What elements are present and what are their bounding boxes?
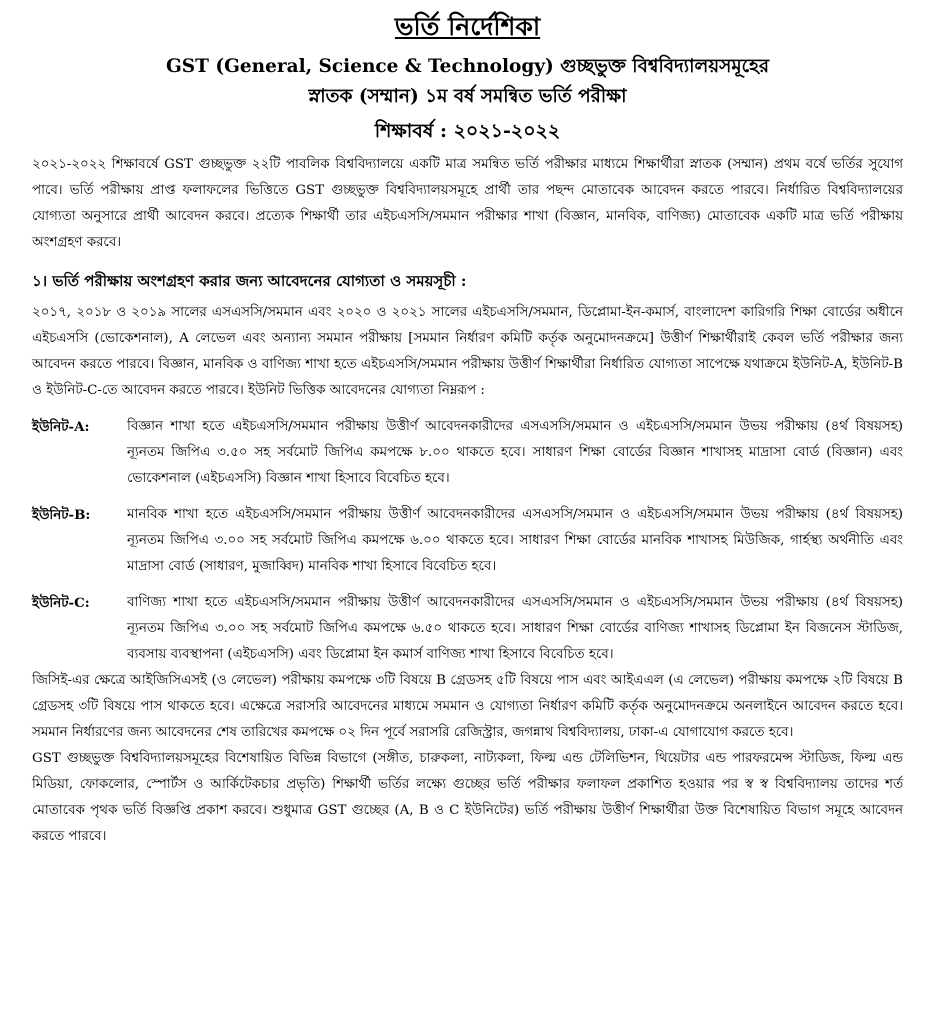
unit-c-label: ইউনিট-C: [32, 595, 90, 611]
unit-c-text: বাণিজ্য শাখা হতে এইচএসসি/সমমান পরীক্ষায় উত্তীর্ণ আবেদনকারীদের এসএসসি/সমমান ও এইচএসসি/সমমান উভয় পরীক্ষায় (৪র্থ বিষয়সহ) ন্যূনতম জিপিএ ৩.০০ সহ সর্বমোট জিপিএ কমপক্ষে ৬.৫০ থাকতে হবে। সাধারণ শিক্ষা বোর্ডের বাণিজ্য শাখাসহ ডিপ্লোমা ইন বিজনেস স্টাডিজ, ব্যবসায় ব্যবস্থাপনা (এইচএসসি) এবং ডিপ্লোমা ইন কমার্স বাণিজ্য শাখা হিসাবে বিবেচিত হবে। [127, 595, 903, 662]
unit-a-text: বিজ্ঞান শাখা হতে এইচএসসি/সমমান পরীক্ষায় উত্তীর্ণ আবেদনকারীদের এসএসসি/সমমান ও এইচএসসি/সমমান উভয় পরীক্ষায় (৪র্থ বিষয়সহ) ন্যূনতম জিপিএ ৩.৫০ সহ সর্বমোট জিপিএ কমপক্ষে ৮.০০ থাকতে হবে। সাধারণ শিক্ষা বোর্ডের বিজ্ঞান শাখাসহ মাদ্রাসা বোর্ড (বিজ্ঞান) এবং ভোকেশনাল (এইচএসসি) বিজ্ঞান শাখা হিসাবে বিবেচিত হবে। [127, 419, 903, 486]
unit-b-block [32, 502, 903, 580]
gce-note-paragraph: জিসিই-এর ক্ষেত্রে আইজিসিএসই (ও লেভেল) পরীক্ষায় কমপক্ষে ৩টি বিষয়ে B গ্রেডসহ ৫টি বিষয়ে পাস এবং আইএএল (এ লেভেল) পরীক্ষায় কমপক্ষে ২টি বিষয়ে B গ্রেডসহ ৩টি বিষয়ে পাস থাকতে হবে। এক্ষেত্রে সরাসরি আবেদনের মাধ্যমে সমমান ও যোগ্যতা নির্ধারণ কমিটি কর্তৃক অনুমোদনক্রমে অনলাইনে আবেদন করতে হবে। সমমান নির্ধারণের জন্য আবেদনের শেষ তারিখের কমপক্ষে ০২ দিন পূর্বে সরাসরি রেজিস্ট্রার, জগন্নাথ বিশ্ববিদ্যালয়, ঢাকা-এ যোগাযোগ করতে হবে। [32, 673, 903, 740]
unit-a-label: ইউনিট-A: [32, 419, 90, 435]
subtitle-line-1: GST (General, Science & Technology) গুচ্ছভুক্ত বিশ্ববিদ্যালয়সমূহের [165, 56, 770, 77]
section-1-body: ২০১৭, ২০১৮ ও ২০১৯ সালের এসএসসি/সমমান এবং ২০২০ ও ২০২১ সালের এইচএসসি/সমমান, ডিপ্লোমা-ইন-কমার্স, বাংলাদেশ কারিগরি শিক্ষা বোর্ডের অধীনে এইচএসসি (ভোকেশনাল), A লেভেল এবং অন্যান্য সমমান পরীক্ষায় [সমমান নির্ধারণ কমিটি কর্তৃক অনুমোদনক্রমে] উত্তীর্ণ শিক্ষার্থীরাই কেবল ভর্তি পরীক্ষার জন্য আবেদন করতে পারবে। বিজ্ঞান, মানবিক ও বাণিজ্য শাখা হতে এইচএসসি/সমমান পরীক্ষায় উত্তীর্ণ শিক্ষার্থীরা নির্ধারিত যোগ্যতা সাপেক্ষে যথাক্রমে ইউনিট-A, ইউনিট-B ও ইউনিট-C-তে আবেদন করতে পারবে। ইউনিট ভিত্তিক আবেদনের যোগ্যতা নিম্নরূপ : [32, 305, 903, 398]
unit-a-block [32, 414, 903, 492]
unit-b-text: মানবিক শাখা হতে এইচএসসি/সমমান পরীক্ষায় উত্তীর্ণ আবেদনকারীদের এসএসসি/সমমান ও এইচএসসি/সমমান উভয় পরীক্ষায় (৪র্থ বিষয়সহ) ন্যূনতম জিপিএ ৩.০০ সহ সর্বমোট জিপিএ কমপক্ষে ৬.০০ থাকতে হবে। সাধারণ শিক্ষা বোর্ডের মানবিক শাখাসহ মিউজিক, গার্হস্থ্য অর্থনীতি এবং মাদ্রাসা বোর্ড (সাধারণ, মুজাব্বিদ) মানবিক শাখা হিসাবে বিবেচিত হবে। [127, 507, 903, 574]
unit-c-block [32, 590, 903, 668]
section-1-heading: ১। ভর্তি পরীক্ষায় অংশগ্রহণ করার জন্য আবেদনের যোগ্যতা ও সময়সূচী : [32, 272, 467, 290]
academic-year: শিক্ষাবর্ষ : ২০২১-২০২২ [374, 120, 561, 142]
intro-paragraph: ২০২১-২০২২ শিক্ষাবর্ষে GST গুচ্ছভুক্ত ২২টি পাবলিক বিশ্ববিদ্যালয়ে একটি মাত্র সমন্বিত ভর্তি পরীক্ষার মাধ্যমে শিক্ষার্থীরা স্নাতক (সম্মান) প্রথম বর্ষে ভর্তির সুযোগ পাবে। ভর্তি পরীক্ষায় প্রাপ্ত ফলাফলের ভিত্তিতে GST গুচ্ছভুক্ত বিশ্ববিদ্যালয়সমূহে প্রার্থী তার পছন্দ মোতাবেক আবেদন করতে পারবে। নির্ধারিত বিশ্ববিদ্যালয়ের যোগ্যতা অনুসারে প্রার্থী আবেদন করবে। প্রত্যেক শিক্ষার্থী তার এইচএসসি/সমমান পরীক্ষার শাখা (বিজ্ঞান, মানবিক, বাণিজ্য) মোতাবেক একটি মাত্র ভর্তি পরীক্ষায় অংশগ্রহণ করবে। [32, 157, 903, 250]
subtitle-line-2: স্নাতক (সম্মান) ১ম বর্ষ সমন্বিত ভর্তি পরীক্ষা [308, 86, 627, 107]
unit-b-label: ইউনিট-B: [32, 507, 91, 523]
document-title: ভর্তি নির্দেশিকা [394, 12, 541, 41]
special-departments-paragraph: GST গুচ্ছভুক্ত বিশ্ববিদ্যালয়সমূহের বিশেষায়িত বিভিন্ন বিভাগে (সঙ্গীত, চারুকলা, নাট্যকলা, ফিল্ম এন্ড টেলিভিশন, থিয়েটার এন্ড পারফরমেন্স স্টাডিজ, ফিল্ম এন্ড মিডিয়া, ফোকলোর, স্পোর্টস ও আর্কিটেকচার প্রভৃতি) শিক্ষার্থী ভর্তির লক্ষ্যে গুচ্ছের ভর্তি পরীক্ষার ফলাফল প্রকাশিত হওয়ার পর স্ব স্ব বিশ্ববিদ্যালয় তাদের শর্ত মোতাবেক পৃথক ভর্তি বিজ্ঞপ্তি প্রকাশ করবে। শুধুমাত্র GST গুচ্ছের (A, B ও C ইউনিটের) ভর্তি পরীক্ষায় উত্তীর্ণ শিক্ষার্থীরা উক্ত বিশেষায়িত বিভাগ সমূহে আবেদন করতে পারবে। [32, 751, 903, 844]
